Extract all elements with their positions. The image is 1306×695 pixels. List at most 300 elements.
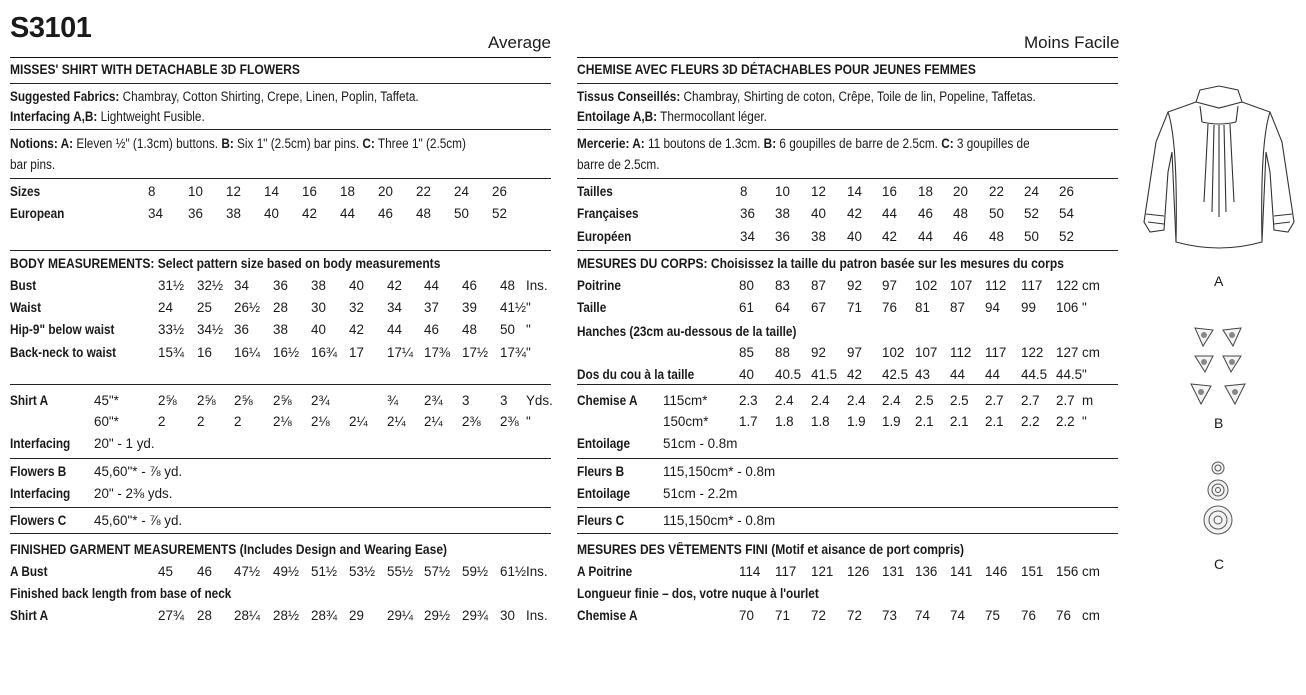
cell: 46 [953, 229, 968, 244]
row-label: Européen [577, 229, 632, 244]
cell: 30 [311, 300, 326, 315]
row-label: European [10, 206, 65, 221]
unit: cm [1082, 278, 1100, 293]
row-width-label: 51cm - 0.8m [663, 436, 738, 451]
cell: 40 [847, 229, 862, 244]
cell: ¾ [387, 393, 399, 408]
row-width-label: 60"* [94, 414, 119, 429]
measurement-row [10, 345, 555, 365]
row-label: Françaises [577, 206, 639, 221]
cell: 2⅜ [462, 414, 481, 429]
cell: 57½ [424, 564, 451, 579]
cell: 2¼ [424, 414, 443, 429]
cell: 18 [918, 184, 933, 199]
cell: 42 [847, 206, 862, 221]
cell: 127 [1056, 345, 1079, 360]
cell: 34 [387, 300, 402, 315]
measurement-row [10, 513, 555, 533]
row-label: Dos du cou à la taille [577, 367, 695, 382]
cell: 97 [882, 278, 897, 293]
cell: 24 [158, 300, 173, 315]
cell: 53½ [349, 564, 376, 579]
cell: 34 [740, 229, 755, 244]
cell: 2⅛ [273, 414, 292, 429]
cell: 33½ [158, 322, 185, 337]
row-label: Sizes [10, 184, 41, 199]
cell: 51½ [311, 564, 338, 579]
cell: 32½ [197, 278, 224, 293]
unit: " [1082, 414, 1087, 429]
rose-flowers-icon [1195, 458, 1241, 536]
cell: 34½ [197, 322, 224, 337]
cell: 28 [273, 300, 288, 315]
measurement-row [10, 300, 555, 320]
cell: 106 [1056, 300, 1079, 315]
cell: 34 [234, 278, 249, 293]
cell: 22 [416, 184, 431, 199]
cell: 36 [234, 322, 249, 337]
cell: 55½ [387, 564, 414, 579]
row-label: Shirt A [10, 393, 49, 408]
view-c-caption: C [1214, 556, 1225, 572]
cell: 18 [340, 184, 355, 199]
cell: 117 [1021, 278, 1043, 293]
cell: 48 [953, 206, 968, 221]
cell: 14 [264, 184, 279, 199]
cell: 1.9 [847, 414, 866, 429]
unit: Ins. [526, 608, 548, 623]
cell: 151 [1021, 564, 1044, 579]
cell: 40 [349, 278, 364, 293]
cell: 74 [950, 608, 965, 623]
measurement-row [10, 278, 555, 298]
measurement-row [577, 367, 1122, 387]
row-width-label: 51cm - 2.2m [663, 486, 738, 501]
cell: 41.5 [811, 367, 838, 382]
unit: cm [1082, 608, 1100, 623]
measurement-row [10, 608, 555, 628]
cell: 48 [989, 229, 1004, 244]
cell: 131 [882, 564, 905, 579]
cell: 44 [882, 206, 897, 221]
cell: 2.1 [985, 414, 1004, 429]
cell: 72 [847, 608, 862, 623]
cell: 54 [1059, 206, 1074, 221]
cell: 83 [775, 278, 790, 293]
cell: 88 [775, 345, 790, 360]
notions-line: Notions: A: Eleven ½" (1.3cm) buttons. B: Six 1" (2.5cm) bar pins. C: Three 1" (2.5cm) [10, 136, 466, 151]
row-label: Fleurs C [577, 513, 625, 528]
pattern-code: S3101 [10, 12, 92, 44]
cell: 2⅛ [311, 414, 330, 429]
row-label: Chemise A [577, 608, 638, 623]
cell: 44 [424, 278, 439, 293]
measurement-row [10, 322, 555, 342]
cell: 38 [273, 322, 288, 337]
cell: 29½ [424, 608, 451, 623]
cell: 59½ [462, 564, 489, 579]
cell: 121 [811, 564, 834, 579]
cell: 117 [775, 564, 797, 579]
cell: 73 [882, 608, 897, 623]
cell: 24 [1024, 184, 1039, 199]
row-label: Entoilage [577, 486, 631, 501]
cell: 2¼ [387, 414, 406, 429]
cell: 102 [882, 345, 905, 360]
cell: 28¾ [311, 608, 338, 623]
cell: 40 [739, 367, 754, 382]
cell: 46 [462, 278, 477, 293]
cell: 38 [775, 206, 790, 221]
cell: 81 [915, 300, 930, 315]
measurement-row [577, 436, 1122, 456]
cell: 2.7 [1056, 393, 1075, 408]
cell: 44 [950, 367, 965, 382]
cell: 42 [349, 322, 364, 337]
cell: 2 [234, 414, 242, 429]
cell: 112 [985, 278, 1007, 293]
cell: 2.4 [882, 393, 901, 408]
cell: 2⅝ [234, 393, 253, 408]
cell: 76 [1021, 608, 1036, 623]
cell: 38 [226, 206, 241, 221]
cell: 26 [1059, 184, 1074, 199]
cell: 126 [847, 564, 870, 579]
cell: 156 [1056, 564, 1079, 579]
cell: 2.2 [1021, 414, 1040, 429]
row-label: A Bust [10, 564, 48, 579]
cell: 72 [811, 608, 826, 623]
cell: 2.2 [1056, 414, 1075, 429]
cell: 2.1 [950, 414, 969, 429]
cell: 64 [775, 300, 790, 315]
cell: 36 [188, 206, 203, 221]
finished-length-label-fr: Longueur finie – dos, votre nuque à l'ourlet [577, 586, 819, 601]
unit: " [526, 300, 531, 315]
finished-measurements-heading: FINISHED GARMENT MEASUREMENTS (Includes Design and Wearing Ease) [10, 542, 448, 557]
unit: cm [1082, 564, 1100, 579]
view-a-caption: A [1214, 273, 1224, 289]
row-label: Hip-9" below waist [10, 322, 115, 337]
cell: 50 [500, 322, 515, 337]
row-label: Fleurs B [577, 464, 625, 479]
cell: 38 [811, 229, 826, 244]
cell: 16 [197, 345, 212, 360]
cell: 44 [387, 322, 402, 337]
measurement-row [10, 564, 555, 584]
cell: 2¾ [311, 393, 330, 408]
cell: 2.7 [1021, 393, 1040, 408]
row-label: Shirt A [10, 608, 49, 623]
cell: 50 [989, 206, 1004, 221]
cell: 1.9 [882, 414, 901, 429]
shirt-illustration-icon [1138, 82, 1300, 252]
cell: 47½ [234, 564, 261, 579]
cell: 2.4 [811, 393, 830, 408]
notions-line-fr: Mercerie: A: 11 boutons de 1.3cm. B: 6 goupilles de barre de 2.5cm. C: 3 goupilles de [577, 136, 1030, 151]
cell: 61 [739, 300, 754, 315]
cell: 14 [847, 184, 862, 199]
measurement-row [10, 464, 555, 484]
cell: 70 [739, 608, 754, 623]
body-measurements-heading: BODY MEASUREMENTS: Select pattern size based on body measurements [10, 256, 441, 271]
row-label: Entoilage [577, 436, 631, 451]
cell: 42 [302, 206, 317, 221]
cell: 25 [197, 300, 212, 315]
measurement-row [577, 608, 1122, 628]
cell: 117 [985, 345, 1007, 360]
cell: 49½ [273, 564, 300, 579]
cell: 30 [500, 608, 515, 623]
cell: 28½ [273, 608, 300, 623]
row-label: Flowers B [10, 464, 67, 479]
cell: 46 [378, 206, 393, 221]
cell: 34 [148, 206, 163, 221]
cell: 50 [1024, 229, 1039, 244]
cell: 36 [775, 229, 790, 244]
cell: 2.1 [915, 414, 934, 429]
measurement-row [577, 345, 1122, 365]
cell: 42.5 [882, 367, 909, 382]
unit: " [526, 414, 531, 429]
cell: 28 [197, 608, 212, 623]
row-label: Flowers C [10, 513, 67, 528]
cell: 40 [811, 206, 826, 221]
interfacing-line-fr: Entoilage A,B: Thermocollant léger. [577, 109, 767, 124]
cell: 2⅝ [158, 393, 177, 408]
measurement-row [10, 206, 555, 226]
cell: 42 [847, 367, 862, 382]
cell: 102 [915, 278, 938, 293]
triangle-flowers-icon [1185, 322, 1251, 414]
row-label: Bust [10, 278, 37, 293]
measurement-row [577, 278, 1122, 298]
measurement-row [577, 486, 1122, 506]
cell: 29¾ [462, 608, 489, 623]
unit: " [1082, 300, 1087, 315]
row-label: Poitrine [577, 278, 621, 293]
row-width-label: 20" - 1 yd. [94, 436, 155, 451]
cell: 29¼ [387, 608, 414, 623]
cell: 26 [492, 184, 507, 199]
row-width-label: 115,150cm* - 0.8m [663, 464, 776, 479]
cell: 12 [811, 184, 826, 199]
unit: " [526, 345, 531, 360]
fabrics-line-fr: Tissus Conseillés: Chambray, Shirting de coton, Crêpe, Toile de lin, Popeline, Taffetas. [577, 89, 1036, 104]
cell: 44 [340, 206, 355, 221]
cell: 43 [915, 367, 930, 382]
cell: 85 [739, 345, 754, 360]
fabrics-line: Suggested Fabrics: Chambray, Cotton Shirting, Crepe, Linen, Poplin, Taffeta. [10, 89, 419, 104]
cell: 52 [492, 206, 507, 221]
cell: 48 [416, 206, 431, 221]
cell: 44 [918, 229, 933, 244]
cell: 107 [915, 345, 938, 360]
cell: 42 [882, 229, 897, 244]
cell: 141 [950, 564, 973, 579]
measurement-row [10, 393, 555, 413]
measurement-row [10, 486, 555, 506]
cell: 48 [462, 322, 477, 337]
cell: 28¼ [234, 608, 261, 623]
difficulty-level-fr: Moins Facile [1024, 33, 1120, 52]
cell: 32 [349, 300, 364, 315]
cell: 46 [424, 322, 439, 337]
cell: 146 [985, 564, 1008, 579]
cell: 75 [985, 608, 1000, 623]
cell: 136 [915, 564, 938, 579]
row-label: Taille [577, 300, 607, 315]
measurement-row [577, 300, 1122, 320]
cell: 36 [740, 206, 755, 221]
cell: 61½ [500, 564, 527, 579]
cell: 48 [500, 278, 515, 293]
cell: 27¾ [158, 608, 185, 623]
cell: 114 [739, 564, 761, 579]
cell: 67 [811, 300, 826, 315]
measurement-row [577, 414, 1122, 434]
measurement-row [577, 229, 1122, 249]
row-width-label: 115cm* [663, 393, 708, 408]
row-label: Interfacing [10, 436, 71, 451]
cell: 46 [918, 206, 933, 221]
unit: " [526, 322, 531, 337]
cell: 76 [882, 300, 897, 315]
hanches-label: Hanches (23cm au-dessous de la taille) [577, 324, 797, 339]
difficulty-level: Average [488, 33, 552, 52]
cell: 16¾ [311, 345, 338, 360]
cell: 71 [775, 608, 790, 623]
cell: 71 [847, 300, 862, 315]
cell: 41½ [500, 300, 527, 315]
cell: 122 [1056, 278, 1079, 293]
pattern-title: MISSES' SHIRT WITH DETACHABLE 3D FLOWERS [10, 62, 300, 77]
cell: 2⅝ [273, 393, 292, 408]
row-label: Back-neck to waist [10, 345, 117, 360]
cell: 31½ [158, 278, 185, 293]
cell: 16 [302, 184, 317, 199]
cell: 99 [1021, 300, 1036, 315]
measurement-row [577, 206, 1122, 226]
cell: 2.7 [985, 393, 1004, 408]
cell: 16¼ [234, 345, 261, 360]
cell: 20 [378, 184, 393, 199]
cell: 17½ [462, 345, 489, 360]
row-label: Interfacing [10, 486, 71, 501]
cell: 2⅝ [197, 393, 216, 408]
cell: 17 [349, 345, 364, 360]
cell: 1.7 [739, 414, 758, 429]
cell: 2.4 [847, 393, 866, 408]
cell: 2⅜ [500, 414, 519, 429]
cell: 38 [311, 278, 326, 293]
cell: 20 [953, 184, 968, 199]
view-b-caption: B [1214, 415, 1224, 431]
cell: 122 [1021, 345, 1044, 360]
cell: 2.5 [950, 393, 969, 408]
row-width-label: 20" - 2⅜ yds. [94, 486, 173, 501]
cell: 8 [740, 184, 748, 199]
cell: 10 [775, 184, 790, 199]
cell: 112 [950, 345, 972, 360]
row-label: Chemise A [577, 393, 638, 408]
cell: 16½ [273, 345, 300, 360]
cell: 40 [264, 206, 279, 221]
cell: 12 [226, 184, 241, 199]
cell: 2.3 [739, 393, 758, 408]
cell: 8 [148, 184, 156, 199]
cell: 17¼ [387, 345, 414, 360]
cell: 87 [950, 300, 965, 315]
measurement-row [577, 393, 1122, 413]
cell: 46 [197, 564, 212, 579]
finished-length-label: Finished back length from base of neck [10, 586, 232, 601]
cell: 2.5 [915, 393, 934, 408]
cell: 2¼ [349, 414, 368, 429]
measurement-row [10, 184, 555, 204]
cell: 94 [985, 300, 1000, 315]
cell: 76 [1056, 608, 1071, 623]
cell: 50 [454, 206, 469, 221]
cell: 40 [311, 322, 326, 337]
interfacing-line: Interfacing A,B: Lightweight Fusible. [10, 109, 205, 124]
cell: 44 [985, 367, 1000, 382]
cell: 3 [500, 393, 508, 408]
row-label: Tailles [577, 184, 613, 199]
cell: 40.5 [775, 367, 802, 382]
cell: 42 [387, 278, 402, 293]
cell: 29 [349, 608, 364, 623]
measurement-row [577, 564, 1122, 584]
notions-line-2-fr: barre de 2.5cm. [577, 157, 660, 172]
body-measurements-heading-fr: MESURES DU CORPS: Choisissez la taille du patron basée sur les mesures du corps [577, 256, 1064, 271]
cell: 37 [424, 300, 439, 315]
cell: 45 [158, 564, 173, 579]
notions-line-2: bar pins. [10, 157, 56, 172]
row-width-label: 45"* [94, 393, 119, 408]
row-width-label: 150cm* [663, 414, 709, 429]
cell: 52 [1059, 229, 1074, 244]
row-width-label: 115,150cm* - 0.8m [663, 513, 776, 528]
cell: 16 [882, 184, 897, 199]
cell: 36 [273, 278, 288, 293]
cell: 92 [847, 278, 862, 293]
cell: 15¾ [158, 345, 185, 360]
cell: 2¾ [424, 393, 443, 408]
unit: cm [1082, 345, 1100, 360]
cell: 17¾ [500, 345, 527, 360]
cell: 22 [989, 184, 1004, 199]
cell: 2.4 [775, 393, 794, 408]
finished-measurements-heading-fr: MESURES DES VÊTEMENTS FINI (Motif et aisance de port compris) [577, 542, 965, 557]
cell: 2 [158, 414, 166, 429]
cell: 24 [454, 184, 469, 199]
row-width-label: 45,60"* - ⅞ yd. [94, 513, 183, 528]
cell: 97 [847, 345, 862, 360]
pattern-title-fr: CHEMISE AVEC FLEURS 3D DÉTACHABLES POUR JEUNES FEMMES [577, 62, 976, 77]
cell: 39 [462, 300, 477, 315]
cell: 80 [739, 278, 754, 293]
row-label: Waist [10, 300, 41, 315]
cell: 26½ [234, 300, 261, 315]
cell: 44.5 [1021, 367, 1048, 382]
cell: 87 [811, 278, 826, 293]
cell: 52 [1024, 206, 1039, 221]
row-label: A Poitrine [577, 564, 633, 579]
cell: 2 [197, 414, 205, 429]
cell: 1.8 [775, 414, 794, 429]
unit: " [1082, 367, 1087, 382]
